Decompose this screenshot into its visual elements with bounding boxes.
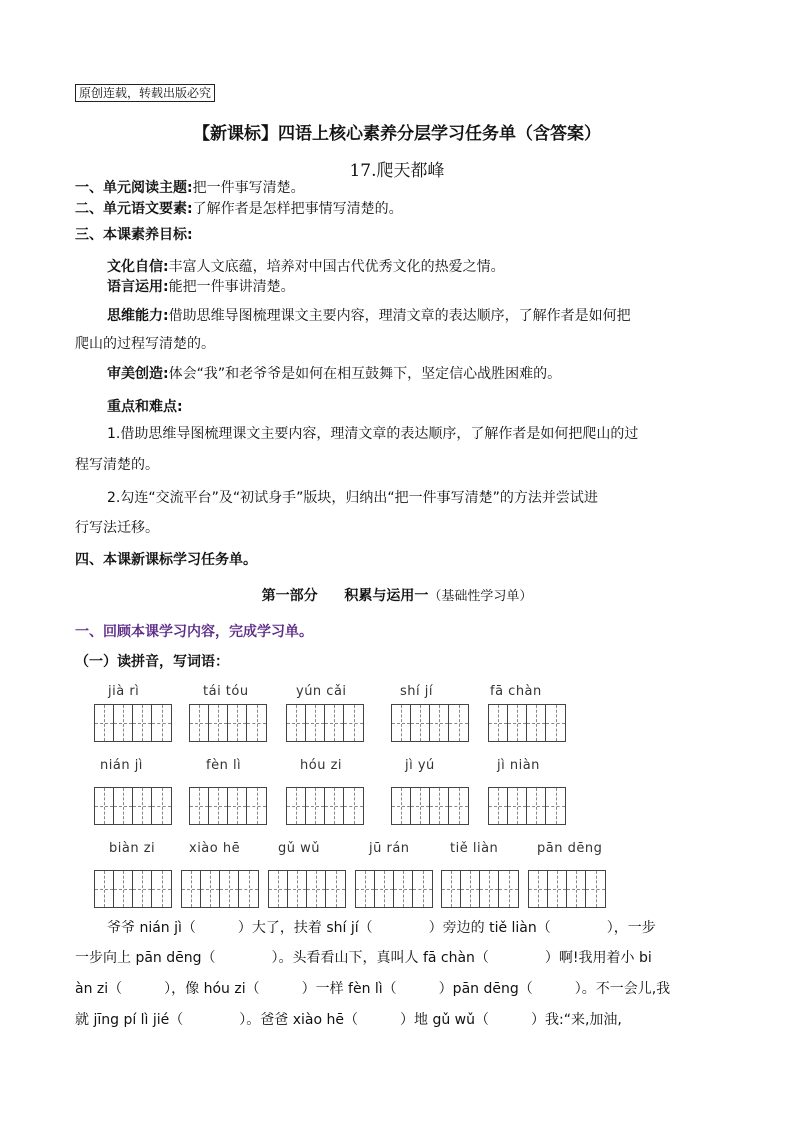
writing-grid[interactable] <box>528 870 606 908</box>
pinyin-label: biàn zi <box>109 841 156 856</box>
writing-grid[interactable] <box>391 787 469 825</box>
pinyin-label: tiě liàn <box>450 841 499 856</box>
key-point-1-cont: 程写清楚的。 <box>75 457 159 473</box>
part-note: （基础性学习单） <box>428 589 533 604</box>
pinyin-label: gǔ wǔ <box>278 841 320 856</box>
unit-element-text: 了解作者是怎样把事情写清楚的。 <box>192 201 403 217</box>
writing-grid[interactable] <box>488 704 566 742</box>
pinyin-label: jià rì <box>108 684 140 699</box>
writing-grid[interactable] <box>286 787 364 825</box>
writing-grid[interactable] <box>181 870 259 908</box>
writing-grid[interactable] <box>286 704 364 742</box>
pinyin-label: jì yú <box>405 758 435 773</box>
unit-theme <box>75 178 305 198</box>
pinyin-label: fā chàn <box>490 684 542 699</box>
goal-culture <box>107 257 505 277</box>
writing-grid[interactable] <box>189 704 267 742</box>
pinyin-label: tái tóu <box>203 684 249 699</box>
goal-aesthetic-label: 审美创造: <box>107 366 169 382</box>
writing-grid[interactable] <box>94 787 172 825</box>
fill-paragraph-line[interactable]: 爷爷 nián jì（ ）大了，扶着 shí jí（ ）旁边的 tiě liàn（ ），一步 <box>107 920 656 936</box>
pinyin-label: hóu zi <box>300 758 342 773</box>
pinyin-label: jì niàn <box>497 758 540 773</box>
unit-element-label: 二、单元语文要素: <box>75 201 193 217</box>
goal-thinking-cont: 爬山的过程写清楚的。 <box>75 336 215 352</box>
pinyin-label: yún cǎi <box>296 684 347 699</box>
pinyin-label: shí jí <box>400 684 433 699</box>
pinyin-label: xiào hē <box>189 841 241 856</box>
key-point-2-cont: 行写法迁移。 <box>75 520 159 536</box>
part-heading <box>0 585 794 605</box>
pinyin-label: fèn lì <box>206 758 242 773</box>
unit-theme-label: 一、单元阅读主题: <box>75 180 193 196</box>
literacy-goals-heading: 三、本课素养目标: <box>75 227 193 243</box>
task-1-subheading: （一）读拼音，写词语： <box>75 654 229 670</box>
writing-grid[interactable] <box>391 704 469 742</box>
key-point-2: 2.勾连“交流平台”及“初试身手”版块，归纳出“把一件事写清楚”的方法并尝试进 <box>107 490 598 506</box>
key-points-heading: 重点和难点: <box>107 399 183 415</box>
goal-aesthetic <box>107 364 561 384</box>
fill-paragraph-line[interactable]: àn zi（ ），像 hóu zi（ ）一样 fèn lì（ ）pān dēng（ ）。不一会儿,我 <box>75 981 671 997</box>
part-subtitle: 积累与运用一 <box>344 588 429 604</box>
writing-grid[interactable] <box>94 704 172 742</box>
goal-culture-label: 文化自信: <box>107 259 169 275</box>
writing-grid[interactable] <box>355 870 433 908</box>
goal-thinking-label: 思维能力: <box>107 308 169 324</box>
goal-language <box>107 277 295 297</box>
goal-language-label: 语言运用: <box>107 279 169 295</box>
page-title: 【新课标】四语上核心素养分层学习任务单（含答案） <box>193 124 601 144</box>
unit-element <box>75 199 403 219</box>
writing-grid[interactable] <box>189 787 267 825</box>
pinyin-label: jū rán <box>369 841 410 856</box>
unit-theme-text: 把一件事写清楚。 <box>192 180 305 196</box>
writing-grid[interactable] <box>268 870 346 908</box>
goal-culture-text: 丰富人文底蕴，培养对中国古代优秀文化的热爱之情。 <box>168 259 505 275</box>
copyright-stamp: 原创连载，转载出版必究 <box>75 84 215 102</box>
pinyin-label: pān dēng <box>537 841 603 856</box>
fill-paragraph-line[interactable]: 就 jīng pí lì jié（ ）。爸爸 xiào hē（ ）地 gǔ wǔ（ ）我:“来,加油, <box>75 1012 622 1028</box>
goal-thinking <box>107 306 631 326</box>
pinyin-label: nián jì <box>100 758 143 773</box>
fill-paragraph-line[interactable]: 一步向上 pān dēng（ ）。头看看山下，真叫人 fā chàn（ ）啊!我用着小 bi <box>75 950 652 966</box>
goal-aesthetic-text: 体会“我”和老爷爷是如何在相互鼓舞下，坚定信心战胜困难的。 <box>168 366 562 382</box>
writing-grid[interactable] <box>441 870 519 908</box>
part-title: 第一部分 <box>261 588 318 604</box>
goal-language-text: 能把一件事讲清楚。 <box>168 279 295 295</box>
lesson-title: 17.爬天都峰 <box>349 161 445 181</box>
task-1-heading: 一、回顾本课学习内容，完成学习单。 <box>75 624 313 640</box>
task-list-heading: 四、本课新课标学习任务单。 <box>75 552 257 568</box>
key-point-1: 1.借助思维导图梳理课文主要内容，理清文章的表达顺序，了解作者是如何把爬山的过 <box>107 426 639 442</box>
writing-grid[interactable] <box>94 870 172 908</box>
writing-grid[interactable] <box>488 787 566 825</box>
goal-thinking-text: 借助思维导图梳理课文主要内容，理清文章的表达顺序，了解作者是如何把 <box>168 308 631 324</box>
